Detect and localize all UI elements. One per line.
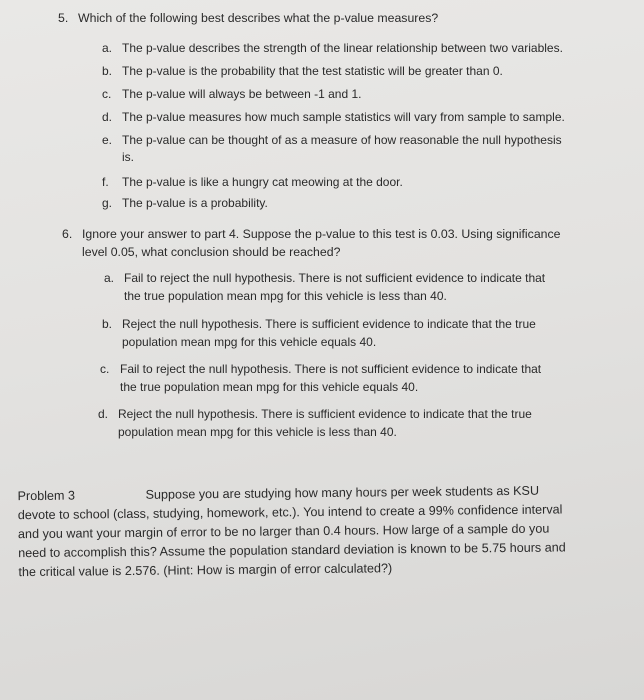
option-text: The p-value can be thought of as a measure of how reasonable the null hypothesis xyxy=(122,133,562,147)
option-letter: d. xyxy=(98,407,109,421)
q5-option-b xyxy=(102,63,503,79)
problem-3 xyxy=(18,481,619,582)
option-text: The p-value is a probability. xyxy=(122,196,268,210)
option-letter: b. xyxy=(102,317,113,331)
option-letter: a. xyxy=(102,41,113,55)
q6-option-a xyxy=(104,270,545,286)
option-letter: c. xyxy=(102,87,112,101)
problem-3-label: Problem 3 xyxy=(17,488,76,504)
option-text: is. xyxy=(122,150,134,164)
option-letter: a. xyxy=(104,271,115,285)
q5-option-a xyxy=(102,40,563,56)
q5-option-f xyxy=(102,174,403,190)
option-letter: e. xyxy=(102,133,113,147)
option-letter: b. xyxy=(102,64,113,78)
question-6-continued xyxy=(82,244,340,261)
q6-option-d-continued xyxy=(118,424,397,440)
option-text: Fail to reject the null hypothesis. There is not sufficient evidence to indicate that xyxy=(120,362,542,376)
q5-option-d xyxy=(102,109,565,125)
option-text: The p-value describes the strength of the linear relationship between two variables. xyxy=(122,41,563,55)
option-text: The p-value measures how much sample statistics will vary from sample to sample. xyxy=(122,110,565,124)
q5-option-e-continued xyxy=(122,149,134,165)
option-text: Reject the null hypothesis. There is sufficient evidence to indicate that the true xyxy=(118,407,532,421)
q5-option-c xyxy=(102,86,361,102)
q6-option-b-continued xyxy=(122,334,376,350)
problem-3-line: devote to school (class, studying, homework, etc.). You intend to create a 99% confidence interval xyxy=(17,502,563,523)
question-6 xyxy=(62,226,560,243)
question-6-number: 6. xyxy=(62,227,73,241)
question-5 xyxy=(58,10,438,27)
question-5-number: 5. xyxy=(58,11,69,25)
option-text: The p-value is the probability that the test statistic will be greater than 0. xyxy=(122,64,503,78)
q6-option-a-continued xyxy=(124,288,447,304)
option-letter: d. xyxy=(102,110,113,124)
option-text: the true population mean mpg for this vehicle equals 40. xyxy=(120,380,419,394)
problem-3-text: Suppose you are studying how many hours per week students as KSU xyxy=(145,483,540,502)
question-6-text: level 0.05, what conclusion should be reached? xyxy=(82,245,341,259)
q6-option-c-continued xyxy=(120,379,418,395)
q5-option-g xyxy=(102,195,268,211)
problem-3-line: and you want your margin of error to be no larger than 0.4 hours. How large of a sample do you xyxy=(17,521,550,541)
option-letter: c. xyxy=(100,362,110,376)
option-letter: g. xyxy=(102,196,113,210)
q6-option-b xyxy=(102,316,536,332)
problem-3-line: need to accomplish this? Assume the population standard deviation is known to be 5.75 hours and xyxy=(18,540,566,560)
option-letter: f. xyxy=(102,175,109,189)
option-text: population mean mpg for this vehicle equals 40. xyxy=(122,335,377,349)
option-text: the true population mean mpg for this vehicle is less than 40. xyxy=(124,289,447,303)
option-text: Reject the null hypothesis. There is sufficient evidence to indicate that the true xyxy=(122,317,536,331)
option-text: The p-value is like a hungry cat meowing at the door. xyxy=(122,175,403,189)
q6-option-d xyxy=(98,406,532,422)
question-5-text: Which of the following best describes what the p-value measures? xyxy=(78,11,439,25)
q5-option-e xyxy=(102,132,562,148)
question-6-text: Ignore your answer to part 4. Suppose the p-value to this test is 0.03. Using significance xyxy=(82,227,561,241)
problem-3-line: the critical value is 2.576. (Hint: How is margin of error calculated?) xyxy=(18,560,393,579)
option-text: The p-value will always be between -1 and 1. xyxy=(122,87,362,101)
option-text: population mean mpg for this vehicle is less than 40. xyxy=(118,425,397,439)
option-text: Fail to reject the null hypothesis. There is not sufficient evidence to indicate that xyxy=(124,271,546,285)
q6-option-c xyxy=(100,361,541,377)
